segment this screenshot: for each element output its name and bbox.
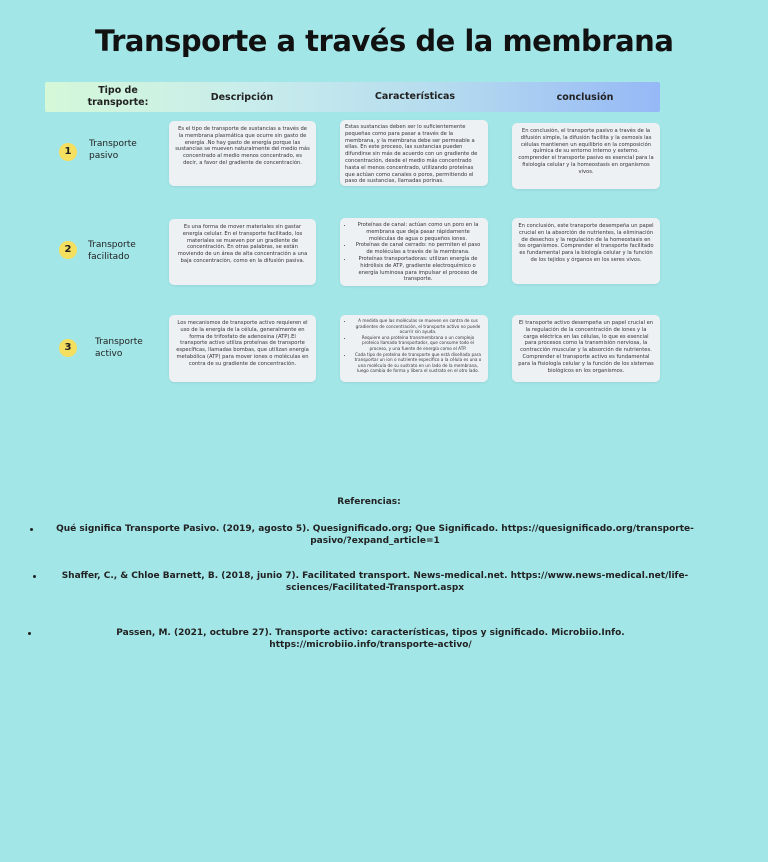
header-caracteristicas: Características bbox=[374, 91, 456, 102]
page-title: Transporte a través de la membrana bbox=[95, 24, 674, 58]
header-conclusion: conclusión bbox=[556, 92, 614, 103]
row-number-badge: 2 bbox=[59, 241, 77, 259]
row-number-badge: 1 bbox=[59, 143, 77, 161]
reference-item: Shaffer, C., & Chloe Barnett, B. (2018, junio 7). Facilitated transport. News-medical.net. https://www.news-medical.net/life-sciences/Facilitated-Transport.aspx bbox=[61, 571, 689, 593]
characteristics-card bbox=[340, 218, 488, 286]
references-title: Referencias: bbox=[337, 497, 401, 507]
row-number-badge: 3 bbox=[59, 339, 77, 357]
characteristic-item: • Proteínas transportadoras: utilizan energía de hidrólisis de ATP, gradiente electroquímico o energía luminosa para impulsar el proceso de transporte. bbox=[353, 256, 483, 283]
characteristic-item: • Requiere una proteína transmembrana o un complejo proteico llamado transportador, que consume todo el proceso, y una fuente de energía como el ATP. bbox=[353, 335, 483, 352]
header-tipo: Tipo de transporte: bbox=[87, 85, 149, 108]
reference-item: Passen, M. (2021, octubre 27). Transporte activo: características, tipos y significado. Microbiio.Info. https://microbiio.info/transporte-activo/ bbox=[116, 628, 625, 650]
bullet-icon bbox=[28, 632, 31, 635]
characteristic-item: • Proteínas de canal: actúan como un poro en la membrana que deja pasar rápidamente moléculas de agua o pequeños iones. bbox=[353, 222, 483, 242]
description-card: Es el tipo de transporte de sustancias a través de la membrana plasmática que ocurre sin gasto de energía .No hay gasto de energía porque las sustancias se mueven naturalmente del medio más concentrado al medio menos concentrado, es decir, a favor del gradiente de concentración. bbox=[169, 121, 316, 186]
characteristics-card: Estas sustancias deben ser lo suficientemente pequeñas como para pasar a través de la membrana, y la membrana debe ser permeable a ellas. En este proceso, las sustancias pueden difundirse sin más de acuerdo con un gradiente de concentración, desde el medio más concentrado hasta el menos concentrado, utilizando proteínas que actúan como canales o poros, permitiendo el paso de sustancias, llamadas porinas. bbox=[340, 120, 488, 186]
characteristics-card bbox=[340, 315, 488, 382]
bullet-icon bbox=[30, 528, 33, 531]
conclusion-card: El transporte activo desempeña un papel crucial en la regulación de la concentración de iones y la carga eléctrica en las células, lo que es esencial para procesos como la transmisión nerviosa, la contracción muscular y la absorción de nutrientes. Comprender el transporte activo es fundamental para la fisiología celular y la función de los sistemas biológicos en los organismos. bbox=[512, 315, 660, 382]
reference-item: Qué significa Transporte Pasivo. (2019, agosto 5). Quesignificado.org; Que Significado. https://quesignificado.org/transporte-pasivo/?expand_article=1 bbox=[56, 524, 694, 546]
row-label: Transporte pasivo bbox=[89, 139, 137, 161]
row-label: Transporte facilitado bbox=[88, 240, 136, 262]
description-card: Los mecanismos de transporte activo requieren el uso de la energía de la célula, generalmente en forma de trifosfato de adenosina (ATP).El transporte activo utiliza proteínas de transporte específicas, llamadas bombas, que utilizan energía metabólica (ATP) para mover iones o moléculas en contra de su gradiente de concentración. bbox=[169, 315, 316, 382]
conclusion-card: En conclusión, este transporte desempeña un papel crucial en la absorción de nutrientes, la eliminación de desechos y la regulación de la homeostasis en los organismos. Comprender el transporte facilitado es fundamental para la biología celular y la función de los tejidos y órganos en los seres vivos. bbox=[512, 218, 660, 284]
characteristic-item: • Cada tipo de proteína de transporte que está diseñada para transportar un ion o nutriente específico a la célula es una o una molécula de su sustrato en un lado de la membrana, luego cambia de forma y libera el sustrato en el otro lado. bbox=[353, 352, 483, 374]
characteristic-item: • A medida que las moléculas se mueven en contra de sus gradientes de concentración, el transporte activo no puede ocurrir sin ayuda. bbox=[353, 318, 483, 335]
row-label: Transporte activo bbox=[95, 337, 143, 359]
bullet-icon bbox=[33, 575, 36, 578]
conclusion-card: En conclusión, el transporte pasivo a través de la difusión simple, la difusión facilita y la osmosis las células mantienen un equilibrio en la composición química de su entorno interno y externo. comprender el transporte pasivo es esencial para la fisiología celular y la homeostasis en organismos vivos. bbox=[512, 123, 660, 189]
characteristic-item: • Proteínas de canal cerrado: no permiten el paso de moléculas a través de la membrana. bbox=[353, 242, 483, 256]
description-card: Es una forma de mover materiales sin gastar energía celular. En el transporte facilitado, los materiales se mueven por un gradiente de concentración. En otras palabras, se están moviendo de un área de alta concentración a una baja concentración, como en la difusión pasiva. bbox=[169, 219, 316, 285]
header-descripcion: Descripción bbox=[210, 92, 274, 103]
